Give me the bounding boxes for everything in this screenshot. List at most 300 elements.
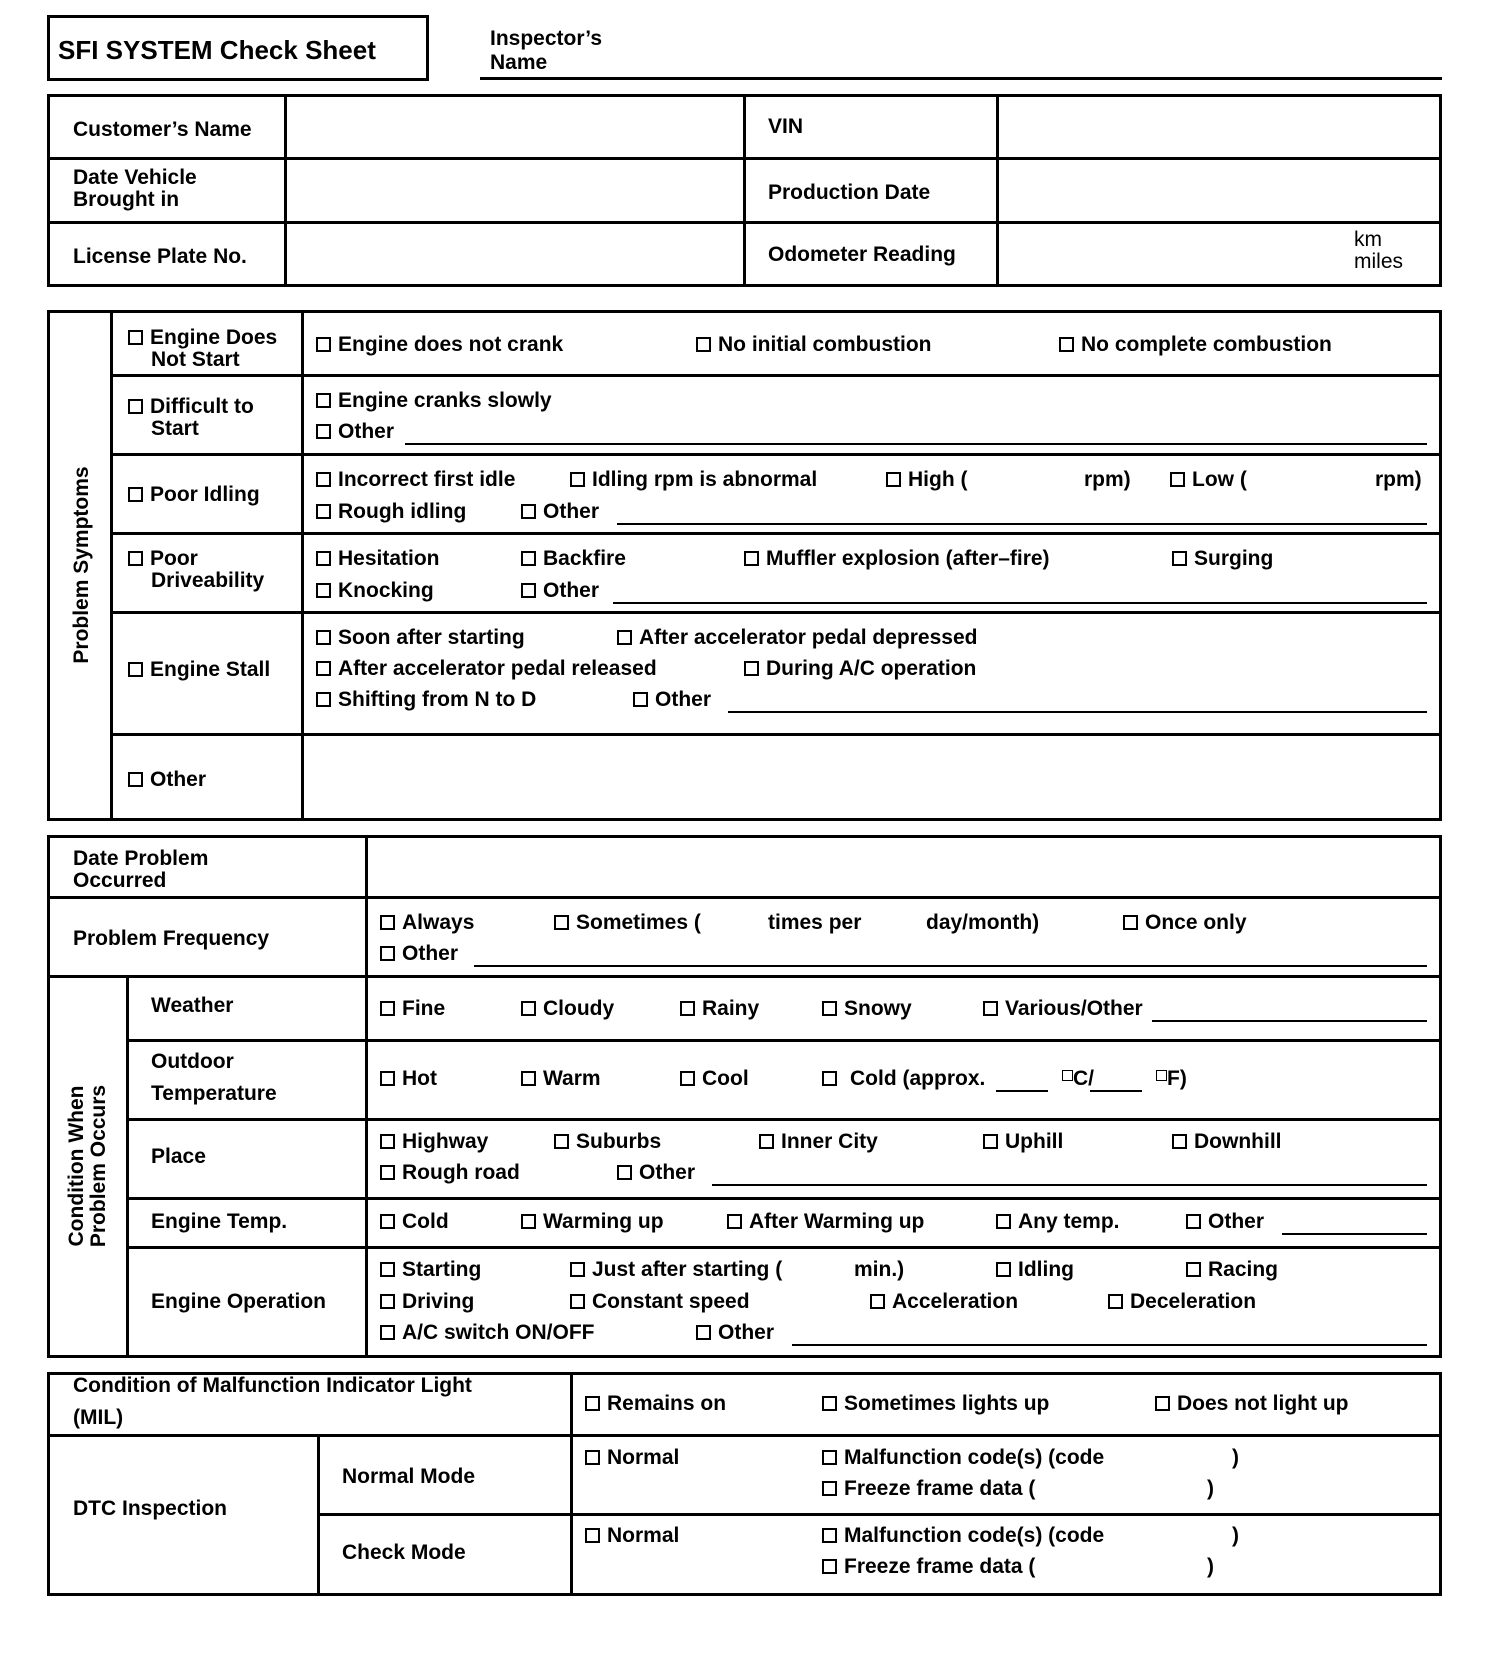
no-complete-option[interactable]	[1059, 334, 1332, 356]
option-label: Just after starting (	[592, 1258, 783, 1281]
high-rpm-unit: rpm)	[1084, 468, 1131, 491]
symptom-other-option[interactable]	[128, 769, 206, 791]
warming-up-option[interactable]	[521, 1211, 664, 1233]
option-label: Acceleration	[892, 1290, 1019, 1313]
degree-f-label	[1156, 1068, 1187, 1090]
high-rpm-option[interactable]	[886, 469, 967, 491]
checkbox-icon[interactable]	[822, 1450, 837, 1465]
dtc-inspection-label: DTC Inspection	[73, 1497, 228, 1520]
checkbox-icon[interactable]	[744, 551, 759, 566]
checkbox-icon[interactable]	[822, 1528, 837, 1543]
option-label: Normal	[607, 1524, 680, 1547]
checkbox-icon[interactable]	[316, 337, 331, 352]
acceleration-option[interactable]	[870, 1291, 1018, 1313]
option-label: Remains on	[607, 1392, 727, 1415]
checkbox-icon[interactable]	[554, 915, 569, 930]
option-label: Other	[338, 420, 395, 443]
degree-icon	[1156, 1070, 1167, 1081]
option-label: Cool	[702, 1067, 749, 1090]
option-label: Driving	[402, 1290, 475, 1313]
check-mode-freeze-close: )	[1207, 1555, 1214, 1578]
normal-mode-freeze-close: )	[1207, 1477, 1214, 1500]
option-label: After accelerator pedal depressed	[639, 626, 978, 649]
sometimes-lights-option[interactable]	[822, 1393, 1049, 1415]
option-label: Various/Other	[1005, 997, 1143, 1020]
checkbox-icon[interactable]	[1172, 551, 1187, 566]
option-label: No complete combustion	[1081, 333, 1332, 356]
option-label: Hot	[402, 1067, 437, 1090]
after-released-option[interactable]	[316, 658, 657, 680]
incorrect-idle-option[interactable]	[316, 469, 515, 491]
checkbox-icon[interactable]	[554, 1134, 569, 1149]
racing-option[interactable]	[1186, 1259, 1278, 1281]
engine-not-start-label-2: Not Start	[151, 348, 240, 371]
snowy-option[interactable]	[822, 998, 912, 1020]
divider	[301, 311, 304, 819]
checkbox-icon[interactable]	[316, 472, 331, 487]
option-label: Other	[543, 500, 600, 523]
option-label: Incorrect first idle	[338, 468, 516, 491]
symptom-other-field[interactable]	[305, 737, 1438, 817]
option-label: Other	[402, 942, 459, 965]
checkbox-icon[interactable]	[696, 1325, 711, 1340]
difficult-start-label-2: Start	[151, 417, 199, 440]
idling-option[interactable]	[996, 1259, 1074, 1281]
checkbox-icon[interactable]	[521, 1071, 536, 1086]
option-label: Uphill	[1005, 1130, 1064, 1153]
checkbox-icon[interactable]	[680, 1001, 695, 1016]
inspector-name-line[interactable]	[480, 77, 1442, 80]
inner-city-option[interactable]	[759, 1131, 878, 1153]
checkbox-icon[interactable]	[983, 1001, 998, 1016]
backfire-option[interactable]	[521, 548, 626, 570]
checkbox-icon[interactable]	[380, 1294, 395, 1309]
highway-option[interactable]	[380, 1131, 488, 1153]
problem-symptoms-label: Problem Symptoms	[70, 466, 93, 664]
checkbox-icon[interactable]	[521, 504, 536, 519]
temp-f-line[interactable]	[1090, 1090, 1142, 1092]
frequency-other-line[interactable]	[474, 965, 1427, 967]
option-label: Inner City	[781, 1130, 878, 1153]
checkbox-icon[interactable]	[996, 1214, 1011, 1229]
option-label: No initial combustion	[718, 333, 932, 356]
checkbox-icon[interactable]	[1059, 337, 1074, 352]
divider	[317, 1435, 320, 1594]
checkbox-icon[interactable]	[316, 630, 331, 645]
option-label: Highway	[402, 1130, 489, 1153]
hesitation-option[interactable]	[316, 548, 440, 570]
checkbox-icon[interactable]	[316, 583, 331, 598]
option-label: Other	[543, 579, 600, 602]
drive-other-line[interactable]	[613, 602, 1427, 604]
just-after-option[interactable]	[570, 1259, 782, 1281]
fine-option[interactable]	[380, 998, 445, 1020]
checkbox-icon[interactable]	[744, 661, 759, 676]
option-label: Poor Idling	[150, 483, 260, 506]
date-problem-field[interactable]	[369, 838, 1438, 895]
checkbox-icon[interactable]	[128, 399, 143, 414]
checkbox-icon[interactable]	[380, 1001, 395, 1016]
muffler-option[interactable]	[744, 548, 1050, 570]
cold-approx-option[interactable]	[822, 1068, 985, 1090]
checkbox-icon[interactable]	[870, 1294, 885, 1309]
check-mode-label: Check Mode	[342, 1541, 466, 1564]
miles-unit: miles	[1354, 250, 1404, 273]
poor-idling-option[interactable]	[128, 484, 260, 506]
checkbox-icon[interactable]	[128, 330, 143, 345]
checkbox-icon[interactable]	[822, 1481, 837, 1496]
during-ac-option[interactable]	[744, 658, 976, 680]
option-label: Snowy	[844, 997, 912, 1020]
checkbox-icon[interactable]	[380, 1325, 395, 1340]
checkbox-icon[interactable]	[1186, 1214, 1201, 1229]
license-plate-label: License Plate No.	[73, 245, 247, 268]
customers-name-field[interactable]	[288, 97, 740, 156]
normal-mode-malfunction-option[interactable]	[822, 1447, 1104, 1469]
outdoor-temp-label-1: Outdoor	[151, 1050, 234, 1073]
normal-mode-normal-option[interactable]	[585, 1447, 679, 1469]
date-brought-field[interactable]	[288, 161, 740, 220]
normal-mode-freeze-option[interactable]	[822, 1478, 1035, 1500]
checkbox-icon[interactable]	[585, 1528, 600, 1543]
suburbs-option[interactable]	[554, 1131, 661, 1153]
hot-option[interactable]	[380, 1068, 437, 1090]
checkbox-icon[interactable]	[521, 583, 536, 598]
knocking-option[interactable]	[316, 580, 434, 602]
option-label: Other	[655, 688, 712, 711]
checkbox-icon[interactable]	[1108, 1294, 1123, 1309]
km-unit: km	[1354, 228, 1382, 251]
any-temp-option[interactable]	[996, 1211, 1120, 1233]
option-label: Difficult to	[150, 395, 254, 418]
checkbox-icon[interactable]	[316, 692, 331, 707]
customers-name-label: Customer’s Name	[73, 118, 252, 141]
uphill-option[interactable]	[983, 1131, 1063, 1153]
option-label: Starting	[402, 1258, 482, 1281]
warm-option[interactable]	[521, 1068, 601, 1090]
checkbox-icon[interactable]	[521, 1214, 536, 1229]
option-label: Idling rpm is abnormal	[592, 468, 818, 491]
odometer-label: Odometer Reading	[768, 243, 956, 266]
soon-after-option[interactable]	[316, 627, 525, 649]
checkbox-icon[interactable]	[822, 1071, 837, 1086]
min-label: min.)	[854, 1258, 905, 1281]
checkbox-icon[interactable]	[822, 1559, 837, 1574]
checkbox-icon[interactable]	[983, 1134, 998, 1149]
checkbox-icon[interactable]	[380, 1262, 395, 1277]
option-label: After accelerator pedal released	[338, 657, 657, 680]
divider	[127, 1118, 1440, 1121]
downhill-option[interactable]	[1172, 1131, 1282, 1153]
engine-temp-label: Engine Temp.	[151, 1210, 288, 1233]
divider	[48, 1434, 1440, 1437]
option-label: Deceleration	[1130, 1290, 1257, 1313]
check-mode-malfunction-option[interactable]	[822, 1525, 1104, 1547]
cool-option[interactable]	[680, 1068, 749, 1090]
checkbox-icon[interactable]	[696, 337, 711, 352]
license-plate-field[interactable]	[288, 225, 740, 283]
engine-temp-other-option[interactable]	[1186, 1211, 1264, 1233]
stall-other-line[interactable]	[728, 711, 1427, 713]
inspector-label-1: Inspector’s	[490, 27, 603, 50]
checkbox-icon[interactable]	[570, 1294, 585, 1309]
divider	[127, 1039, 1440, 1042]
option-label: Rough road	[402, 1161, 520, 1184]
divider	[111, 374, 1440, 377]
option-label: Backfire	[543, 547, 626, 570]
checkbox-icon[interactable]	[316, 551, 331, 566]
checkbox-icon[interactable]	[633, 692, 648, 707]
idling-abnormal-option[interactable]	[570, 469, 817, 491]
shifting-option[interactable]	[316, 689, 536, 711]
ac-switch-option[interactable]	[380, 1322, 595, 1344]
checkbox-icon[interactable]	[886, 472, 901, 487]
engine-temp-other-line[interactable]	[1282, 1233, 1427, 1235]
starting-option[interactable]	[380, 1259, 481, 1281]
day-month-label: day/month)	[926, 911, 1040, 934]
option-label: Cold	[402, 1210, 449, 1233]
unit-label: F)	[1167, 1067, 1187, 1090]
checkbox-icon[interactable]	[822, 1396, 837, 1411]
divider	[318, 1513, 1440, 1516]
option-label: Idling	[1018, 1258, 1074, 1281]
condition-label-1: Condition When	[65, 1085, 88, 1247]
unit-label: C/	[1073, 1067, 1094, 1090]
option-label: Cloudy	[543, 997, 615, 1020]
divider	[126, 976, 129, 1356]
option-label: High (	[908, 468, 968, 491]
stall-other-option[interactable]	[633, 689, 711, 711]
divider	[111, 611, 1440, 614]
option-label: During A/C operation	[766, 657, 977, 680]
cloudy-option[interactable]	[521, 998, 614, 1020]
divider	[570, 1373, 573, 1594]
date-problem-label-1: Date Problem	[73, 847, 209, 870]
checkbox-icon[interactable]	[585, 1396, 600, 1411]
weather-label: Weather	[151, 994, 234, 1017]
problem-frequency-label: Problem Frequency	[73, 927, 270, 950]
option-label: Freeze frame data (	[844, 1555, 1036, 1578]
difficult-other-option[interactable]	[316, 421, 394, 443]
idling-other-line[interactable]	[617, 523, 1427, 525]
frequency-other-option[interactable]	[380, 943, 458, 965]
divider	[127, 1246, 1440, 1249]
no-crank-option[interactable]	[316, 334, 563, 356]
production-date-field[interactable]	[1000, 161, 1438, 220]
vin-label: VIN	[768, 115, 804, 138]
engine-not-start-option[interactable]	[128, 327, 277, 349]
option-label: Hesitation	[338, 547, 440, 570]
option-label: Engine Does	[150, 326, 278, 349]
option-label: Warming up	[543, 1210, 664, 1233]
option-label: Suburbs	[576, 1130, 662, 1153]
deceleration-option[interactable]	[1108, 1291, 1256, 1313]
outdoor-temp-label-2: Temperature	[151, 1082, 277, 1105]
checkbox-icon[interactable]	[1186, 1262, 1201, 1277]
place-other-line[interactable]	[712, 1184, 1427, 1186]
poor-driveability-option[interactable]	[128, 548, 198, 570]
checkbox-icon[interactable]	[759, 1134, 774, 1149]
does-not-light-option[interactable]	[1155, 1393, 1348, 1415]
checkbox-icon[interactable]	[1172, 1134, 1187, 1149]
page-title: SFI SYSTEM Check Sheet	[58, 35, 376, 65]
option-label: Any temp.	[1018, 1210, 1120, 1233]
checkbox-icon[interactable]	[316, 393, 331, 408]
check-mode-freeze-option[interactable]	[822, 1556, 1035, 1578]
normal-mode-label: Normal Mode	[342, 1465, 476, 1488]
engine-operation-label: Engine Operation	[151, 1290, 327, 1313]
mil-label-1: Condition of Malfunction Indicator Light	[73, 1374, 472, 1397]
option-label: Malfunction code(s) (code	[844, 1524, 1105, 1547]
checkbox-icon[interactable]	[617, 630, 632, 645]
poor-driveability-label-2: Driveability	[151, 569, 265, 592]
option-label: Rainy	[702, 997, 760, 1020]
production-date-label: Production Date	[768, 181, 931, 204]
option-label: Malfunction code(s) (code	[844, 1446, 1105, 1469]
after-warming-option[interactable]	[727, 1211, 924, 1233]
option-label: Sometimes lights up	[844, 1392, 1050, 1415]
checkbox-icon[interactable]	[996, 1262, 1011, 1277]
rainy-option[interactable]	[680, 998, 759, 1020]
checkbox-icon[interactable]	[822, 1001, 837, 1016]
option-label: Shifting from N to D	[338, 688, 537, 711]
check-mode-normal-option[interactable]	[585, 1525, 679, 1547]
checkbox-icon[interactable]	[380, 946, 395, 961]
option-label: Other	[718, 1321, 775, 1344]
divider	[365, 836, 368, 1356]
after-depressed-option[interactable]	[617, 627, 977, 649]
engine-stall-option[interactable]	[128, 659, 270, 681]
difficult-other-line[interactable]	[405, 443, 1427, 445]
sometimes-option[interactable]	[554, 912, 701, 934]
difficult-start-option[interactable]	[128, 396, 254, 418]
checkbox-icon[interactable]	[380, 1165, 395, 1180]
mil-label-2: (MIL)	[73, 1406, 124, 1429]
divider	[743, 95, 746, 285]
date-problem-label-2: Occurred	[73, 869, 167, 892]
condition-label-2: Problem Occurs	[87, 1084, 110, 1248]
checkbox-icon[interactable]	[128, 662, 143, 677]
checkbox-icon[interactable]	[128, 551, 143, 566]
checkbox-icon[interactable]	[316, 504, 331, 519]
degree-c-label	[1062, 1068, 1094, 1090]
driving-option[interactable]	[380, 1291, 474, 1313]
constant-speed-option[interactable]	[570, 1291, 750, 1313]
rough-road-option[interactable]	[380, 1162, 520, 1184]
weather-other-line[interactable]	[1152, 1020, 1427, 1022]
option-label: Constant speed	[592, 1290, 750, 1313]
checkbox-icon[interactable]	[570, 472, 585, 487]
divider	[284, 95, 287, 285]
option-label: Warm	[543, 1067, 601, 1090]
place-other-option[interactable]	[617, 1162, 695, 1184]
once-only-option[interactable]	[1123, 912, 1247, 934]
divider	[111, 453, 1440, 456]
option-label: Muffler explosion (after–fire)	[766, 547, 1050, 570]
divider	[110, 311, 113, 819]
checkbox-icon[interactable]	[380, 915, 395, 930]
low-rpm-unit: rpm)	[1375, 468, 1422, 491]
vin-field[interactable]	[1000, 97, 1438, 156]
option-label: Engine does not crank	[338, 333, 564, 356]
rough-idling-option[interactable]	[316, 501, 466, 523]
temp-c-line[interactable]	[996, 1090, 1048, 1092]
option-label: Knocking	[338, 579, 434, 602]
normal-mode-malfunction-close: )	[1232, 1446, 1239, 1469]
option-label: A/C switch ON/OFF	[402, 1321, 595, 1344]
various-option[interactable]	[983, 998, 1143, 1020]
checkbox-icon[interactable]	[617, 1165, 632, 1180]
option-label: Poor	[150, 547, 198, 570]
option-label: Low (	[1192, 468, 1247, 491]
cold-option[interactable]	[380, 1211, 449, 1233]
place-label: Place	[151, 1145, 206, 1168]
checkbox-icon[interactable]	[380, 1214, 395, 1229]
condition-label	[66, 1066, 110, 1266]
operation-other-line[interactable]	[792, 1344, 1427, 1346]
divider	[48, 896, 1440, 899]
option-label: Soon after starting	[338, 626, 525, 649]
checkbox-icon[interactable]	[380, 1134, 395, 1149]
remains-on-option[interactable]	[585, 1393, 726, 1415]
option-label: Other	[1208, 1210, 1265, 1233]
option-label: Other	[639, 1161, 696, 1184]
odometer-field[interactable]	[1000, 225, 1330, 283]
checkbox-icon[interactable]	[521, 1001, 536, 1016]
date-brought-label-2: Brought in	[73, 188, 180, 211]
drive-other-option[interactable]	[521, 580, 599, 602]
checkbox-icon[interactable]	[316, 424, 331, 439]
option-label: Sometimes (	[576, 911, 701, 934]
check-mode-malfunction-close: )	[1232, 1524, 1239, 1547]
option-label: Cold (approx.	[850, 1067, 986, 1090]
surging-option[interactable]	[1172, 548, 1273, 570]
option-label: Downhill	[1194, 1130, 1282, 1153]
checkbox-icon[interactable]	[128, 772, 143, 787]
always-option[interactable]	[380, 912, 474, 934]
checkbox-icon[interactable]	[316, 661, 331, 676]
option-label: Engine Stall	[150, 658, 271, 681]
option-label: After Warming up	[749, 1210, 925, 1233]
checkbox-icon[interactable]	[380, 1071, 395, 1086]
idling-other-option[interactable]	[521, 501, 599, 523]
checkbox-icon[interactable]	[1155, 1396, 1170, 1411]
option-label: Once only	[1145, 911, 1247, 934]
checkbox-icon[interactable]	[727, 1214, 742, 1229]
option-label: Other	[150, 768, 207, 791]
divider	[996, 95, 999, 285]
degree-icon	[1062, 1070, 1073, 1081]
times-per-label: times per	[768, 911, 862, 934]
low-rpm-option[interactable]	[1170, 469, 1247, 491]
date-brought-label-1: Date Vehicle	[73, 166, 197, 189]
checkbox-icon[interactable]	[1123, 915, 1138, 930]
checkbox-icon[interactable]	[521, 551, 536, 566]
option-label: Freeze frame data (	[844, 1477, 1036, 1500]
option-label: Always	[402, 911, 475, 934]
checkbox-icon[interactable]	[680, 1071, 695, 1086]
operation-other-option[interactable]	[696, 1322, 774, 1344]
option-label: Engine cranks slowly	[338, 389, 552, 412]
cranks-slowly-option[interactable]	[316, 390, 552, 412]
checkbox-icon[interactable]	[1170, 472, 1185, 487]
option-label: Rough idling	[338, 500, 467, 523]
no-initial-option[interactable]	[696, 334, 932, 356]
checkbox-icon[interactable]	[570, 1262, 585, 1277]
checkbox-icon[interactable]	[585, 1450, 600, 1465]
checkbox-icon[interactable]	[128, 487, 143, 502]
divider	[111, 532, 1440, 535]
